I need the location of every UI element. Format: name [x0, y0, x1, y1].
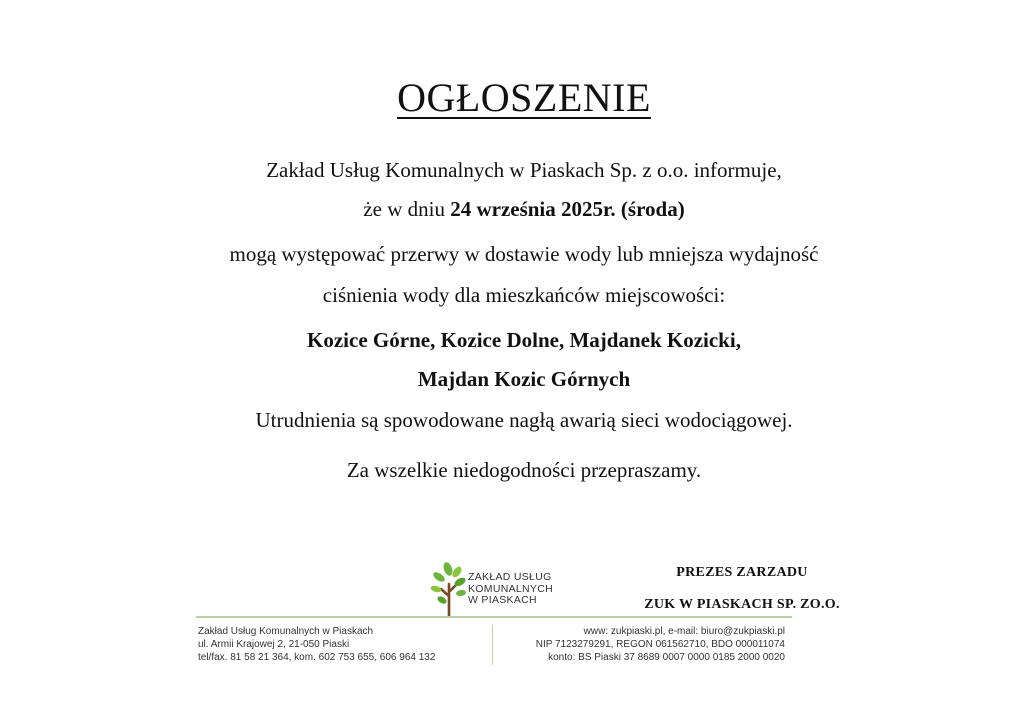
logo-line-2: KOMUNALNYCH [468, 582, 553, 595]
footer-tax-ids: NIP 7123279291, REGON 061562710, BDO 000011074 [535, 639, 785, 650]
notice-cause: Utrudnienia są spowodowane nagłą awarią sieci wodociągowej. [255, 408, 793, 432]
logo-line-1: ZAKŁAD USŁUG [468, 571, 552, 583]
footer-bank-account: konto: BS Piaski 37 8689 0007 0000 0185 2000 0020 [548, 652, 785, 663]
footer-divider [196, 616, 792, 618]
footer-contact [498, 625, 785, 664]
footer-phone: tel/fax. 81 58 21 364, kom. 602 753 655, 606 964 132 [198, 652, 436, 663]
signature-company: ZUK W PIASKACH SP. ZO.O. [644, 597, 840, 612]
footer-address [198, 625, 435, 664]
date-intro: że w dniu [363, 197, 451, 221]
signature-title: PREZES ZARZADU [676, 565, 808, 580]
tree-icon [430, 560, 468, 618]
notice-line-1: Zakład Usług Komunalnych w Piaskach Sp. z o.o. informuje, [266, 158, 782, 182]
logo-line-3: W PIASKACH [468, 594, 537, 606]
notice-line-2 [0, 197, 1024, 222]
notice-line-4: ciśnienia wody dla mieszkańców miejscowości: [322, 283, 726, 307]
footer-column-divider [492, 625, 493, 665]
outage-date: 24 września 2025r. (środa) [450, 197, 685, 221]
apology-line: Za wszelkie niedogodności przepraszamy. [346, 458, 702, 482]
notice-line-3: mogą występować przerwy w dostawie wody lub mniejsza wydajność [229, 242, 819, 266]
document-title: OGŁOSZENIE [397, 75, 651, 120]
footer-street: ul. Armii Krajowej 2, 21-050 Piaski [198, 639, 350, 650]
affected-villages-line-1: Kozice Górne, Kozice Dolne, Majdanek Kozicki, [307, 328, 741, 352]
logo-wordmark [468, 572, 553, 607]
affected-villages-line-2: Majdan Kozic Górnych [417, 367, 631, 391]
footer-company-name: Zakład Usług Komunalnych w Piaskach [198, 626, 374, 637]
footer-web-email: www: zukpiaski.pl, e-mail: biuro@zukpiaski.pl [583, 626, 785, 637]
company-logo [430, 560, 580, 618]
